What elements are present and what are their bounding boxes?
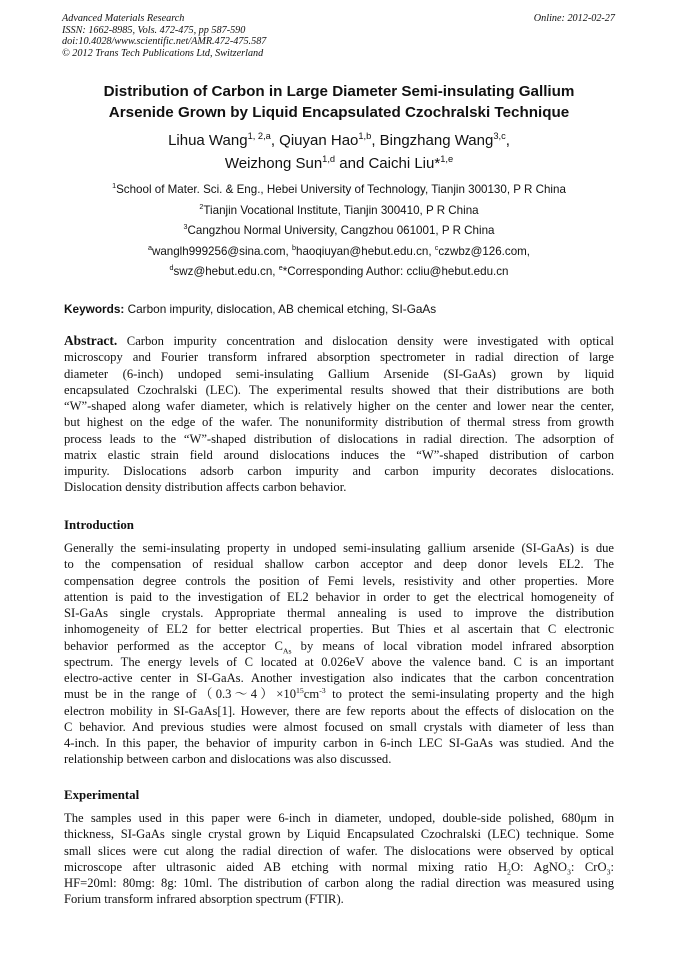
experimental-heading: Experimental <box>64 788 140 802</box>
author-affil-mark: 1,b <box>358 131 372 141</box>
body-line <box>64 859 614 875</box>
email-mark: b <box>292 242 296 252</box>
abstract-line: impurity. Dislocations adsorb carbon impurity and carbon impurity decorates dislocations. <box>64 464 614 478</box>
abstract-line: encapsulated Czochralski (LEC). The experimental results showed that their distributions are both <box>64 382 614 397</box>
text-segment: : CrO <box>570 859 607 874</box>
email-line-2 <box>64 262 614 283</box>
email-address: swz@hebut.edu.cn, <box>173 265 279 279</box>
title-line-2: Arsenide Grown by Liquid Encapsulated Czochralski Technique <box>108 104 570 121</box>
text-segment: behavior performed as the acceptor C <box>64 638 283 653</box>
text-segment: : <box>610 859 614 874</box>
text-segment: cm <box>303 687 320 702</box>
author-name: Lihua Wang <box>168 132 248 149</box>
author-affil-mark: 1, 2,a <box>247 131 271 141</box>
author-name: Weizhong Sun <box>224 155 323 172</box>
body-line: to the compensation of residual shallow carbon acceptor and deep donor levels EL2. The <box>64 557 614 572</box>
subscript: As <box>282 646 292 656</box>
doi-line: doi:10.4028/www.scientific.net/AMR.472-475.587 <box>62 36 267 48</box>
body-line: attention is paid to the investigation of EL2 behavior in order to get the electrical homogeneity of <box>64 589 614 604</box>
email-line-1 <box>64 242 614 263</box>
body-line: small slices were cut along the radial direction of wafer. The dislocations were observed by optical <box>64 843 614 858</box>
copyright-line: © 2012 Trans Tech Publications Ltd, Switzerland <box>62 47 264 59</box>
abstract-line: microscopy and Fourier transform infrared absorption spectrometer in radial direction of large <box>64 350 614 365</box>
body-line: HF=20ml: 80mg: 8g: 10ml. The distribution of carbon along the radial direction was measured using <box>64 876 614 890</box>
author-name: , Qiuyan Hao <box>270 132 359 149</box>
affil-mark: 3 <box>183 222 188 232</box>
affiliation-3 <box>64 221 614 242</box>
keywords <box>64 302 614 317</box>
abstract <box>64 333 614 496</box>
superscript: -3 <box>319 686 326 696</box>
experimental-body <box>64 810 614 908</box>
abstract-line: “W”-shaped along wafer diameter, which is relatively higher on the center and lower near the center, <box>64 399 614 413</box>
body-line: relationship between carbon and dislocations was also discussed. <box>64 752 392 767</box>
authors-line-1 <box>64 129 614 152</box>
body-line: inhomogeneity of EL2 for better electrical properties. But Thies et al ascertain that C electronic <box>64 622 614 637</box>
body-line: compensation degree controls the position of Femi levels, resistivity and other properties. More <box>64 573 614 588</box>
affil-text: School of Mater. Sci. & Eng., Hebei University of Technology, Tianjin 300130, P R China <box>116 183 566 196</box>
affil-text: Cangzhou Normal University, Cangzhou 061001, P R China <box>187 224 495 238</box>
body-line: C behavior. And previous studies were almost focused on small crystals with diameter of less than <box>64 719 614 734</box>
author-affil-mark: 1,d <box>322 154 336 164</box>
affiliation-2 <box>64 201 614 222</box>
keywords-text: Carbon impurity, dislocation, AB chemical etching, SI-GaAs <box>124 302 437 316</box>
authors-line-2 <box>64 152 614 175</box>
email-address: czwbz@126.com, <box>438 244 531 258</box>
author-list <box>64 129 614 175</box>
journal-name: Advanced Materials Research <box>62 13 185 24</box>
superscript: 15 <box>296 686 304 696</box>
abstract-line: process leads to the “W”-shaped distribution of dislocations in radial direction. The adsorption of <box>64 431 614 446</box>
body-line: The samples used in this paper were 6-inch in diameter, undoped, double-side polished, 680μm in <box>64 811 614 825</box>
abstract-line: Dislocation density distribution affects carbon behavior. <box>64 480 347 495</box>
introduction-body <box>64 540 614 768</box>
email-address: haoqiuyan@hebut.edu.cn, <box>296 244 435 258</box>
online-date: Online: 2012-02-27 <box>533 13 615 24</box>
text-segment: O: AgNO <box>510 859 567 874</box>
body-line: electron mobility in SI-GaAs[1]. However, there are few reports about the effects of dislocation on the <box>64 703 614 718</box>
author-affil-mark: 1,e <box>440 154 454 164</box>
text-segment: must be in the range of（0.3～4）×10 <box>64 687 296 702</box>
affiliation-1 <box>64 180 614 201</box>
body-line: electro-active center in SI-GaAs. Another investigation also indicates that the carbon concentration <box>64 671 614 685</box>
abstract-line: diameter (6-inch) undoped semi-insulating Gallium Arsenide (SI-GaAs) grown by liquid <box>64 366 614 381</box>
email-mark: c <box>434 242 439 252</box>
email-mark: a <box>147 242 152 252</box>
paper-title <box>64 81 614 123</box>
subscript: 3 <box>566 867 571 877</box>
body-line <box>64 638 614 654</box>
body-line: thickness, SI-GaAs single crystal grown by Liquid Encapsulated Czochralski (LEC) technique. Some <box>64 827 614 842</box>
title-line-1: Distribution of Carbon in Large Diameter Semi-insulating Gallium <box>103 83 575 100</box>
subscript: 2 <box>507 867 511 877</box>
text-segment: by means of local vibration model infrared absorption <box>291 638 614 653</box>
abstract-line: matrix elastic strain field around dislocations induces the “W”-shaped distribution of carbon <box>64 447 614 462</box>
affil-text: Tianjin Vocational Institute, Tianjin 300410, P R China <box>203 203 479 217</box>
author-name: and Caichi Liu* <box>335 155 441 172</box>
body-line: 4-inch. In this paper, the behavior of impurity carbon in 6-inch LEC SI-GaAs was studied. And the <box>64 736 614 750</box>
text-segment: microscope after ultrasonic aided AB etching with normal mixing ratio H <box>64 859 508 874</box>
subscript: 3 <box>606 867 611 877</box>
body-line: Generally the semi-insulating property in undoped semi-insulating gallium arsenide (SI-GaAs) is due <box>64 541 614 555</box>
author-name: , Bingzhang Wang <box>371 132 494 149</box>
issn-line: ISSN: 1662-8985, Vols. 472-475, pp 587-590 <box>62 24 246 36</box>
corresponding-author: *Corresponding Author: ccliu@hebut.edu.cn <box>282 265 509 279</box>
abstract-line: but highest on the edge of the wafer. The nonuniformity distribution of thermal stress from growth <box>64 415 614 430</box>
abstract-line <box>64 333 614 349</box>
body-line: spectrum. The energy levels of C located at 0.026eV above the valence band. C is an important <box>64 654 614 669</box>
author-affil-mark: 3,c <box>493 131 506 141</box>
body-line: SI-GaAs single crystals. Appropriate thermal annealing is used to improve the distribution <box>64 606 614 620</box>
affil-mark: 2 <box>199 201 204 211</box>
abstract-label: Abstract. <box>64 333 118 348</box>
email-address: wanglh999256@sina.com, <box>151 244 292 258</box>
journal-header <box>62 13 266 59</box>
body-line: Forium transform infrared absorption spectrum (FTIR). <box>64 892 344 907</box>
email-mark: e <box>278 263 283 273</box>
affil-mark: 1 <box>112 181 117 191</box>
introduction-heading: Introduction <box>64 518 134 532</box>
abstract-text: Carbon impurity concentration and dislocation density were investigated with optical <box>117 334 614 348</box>
text-segment: to protect the semi-insulating property and the high <box>325 687 615 702</box>
affiliations <box>64 180 614 283</box>
body-line <box>64 686 614 702</box>
author-separator: , <box>505 132 510 149</box>
email-mark: d <box>169 263 174 273</box>
keywords-label: Keywords: <box>64 302 125 316</box>
